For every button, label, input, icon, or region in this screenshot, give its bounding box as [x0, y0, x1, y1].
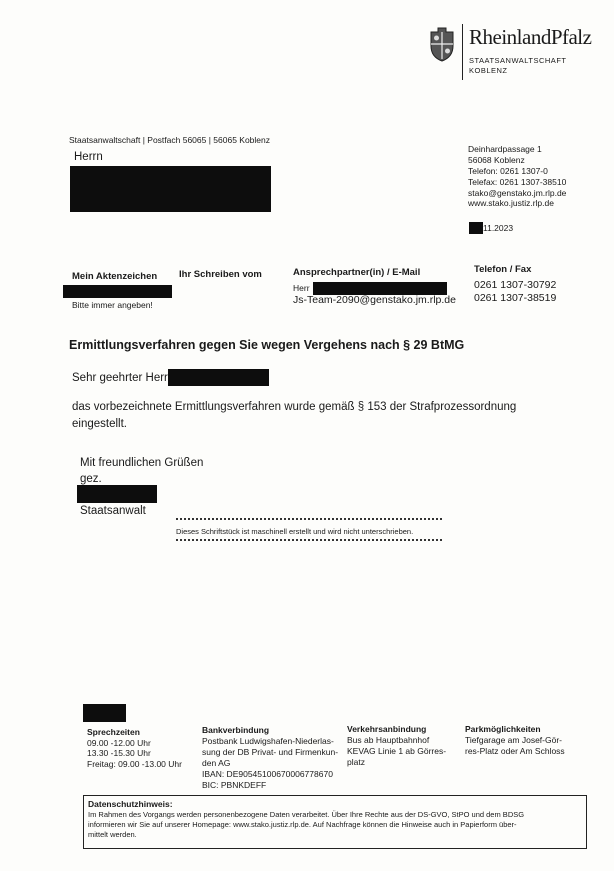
parking-line-2: res-Platz oder Am Schloss — [465, 746, 565, 756]
logo-divider — [462, 24, 463, 80]
ref-phone-label: Telefon / Fax — [474, 264, 532, 275]
recipient-salutation: Herrn — [74, 151, 103, 163]
state-logo-text: RheinlandPfalz — [469, 25, 592, 49]
office-hours-line-1: 09.00 -12.00 Uhr — [87, 738, 151, 748]
privacy-line-2: informieren wir Sie auf unserer Homepage: www.stako.justiz.rlp.de. Auf Nachfrage können die Hinweise auch in Papierform über- — [88, 820, 517, 829]
contact-phone: Telefon: 0261 1307-0 — [468, 166, 548, 176]
dotted-line-bottom — [176, 539, 442, 541]
greeting-name-redacted — [168, 369, 269, 386]
office-hours-title: Sprechzeiten — [87, 727, 140, 737]
privacy-title: Datenschutzhinweis: — [88, 799, 173, 809]
authority-name: STAATSANWALTSCHAFT — [469, 56, 567, 65]
closing-phrase: Mit freundlichen Grüßen — [80, 457, 204, 469]
signatory-name-redacted — [77, 485, 157, 503]
ref-contact-name-prefix: Herr — [293, 283, 310, 293]
coat-of-arms-icon — [428, 26, 456, 62]
ref-case-note: Bitte immer angeben! — [72, 300, 153, 310]
sender-line: Staatsanwaltschaft | Postfach 56065 | 56065 Koblenz — [69, 135, 270, 145]
contact-email: stako@genstako.jm.rlp.de — [468, 188, 567, 198]
ref-case-number-label: Mein Aktenzeichen — [72, 271, 158, 282]
bank-iban: IBAN: DE90545100670006778670 — [202, 769, 333, 779]
contact-city: 56068 Koblenz — [468, 155, 525, 165]
contact-fax: Telefax: 0261 1307-38510 — [468, 177, 567, 187]
authority-location: KOBLENZ — [469, 66, 508, 75]
ref-phone: 0261 1307-30792 — [474, 279, 557, 291]
office-hours-line-2: 13.30 -15.30 Uhr — [87, 748, 151, 758]
transit-line-1: Bus ab Hauptbahnhof — [347, 735, 430, 745]
bank-bic: BIC: PBNKDEFF — [202, 780, 267, 790]
parking-title: Parkmöglichkeiten — [465, 724, 541, 734]
ref-contact-email: Js-Team-2090@genstako.jm.rlp.de — [293, 294, 456, 306]
privacy-notice-box — [83, 795, 587, 849]
case-number-redacted — [63, 285, 172, 298]
signatory-title: Staatsanwalt — [80, 505, 146, 517]
letter-greeting: Sehr geehrter Herr — [72, 372, 168, 384]
bank-line-3: den AG — [202, 758, 231, 768]
ref-your-letter-label: Ihr Schreiben vom — [179, 269, 262, 280]
transit-line-2: KEVAG Linie 1 ab Görres- — [347, 746, 447, 756]
signed-marker: gez. — [80, 473, 102, 485]
transit-line-3: platz — [347, 757, 365, 767]
contact-street: Deinhardpassage 1 — [468, 144, 542, 154]
parking-line-1: Tiefgarage am Josef-Gör- — [465, 735, 562, 745]
bank-line-1: Postbank Ludwigshafen-Niederlas- — [202, 736, 334, 746]
transit-title: Verkehrsanbindung — [347, 724, 427, 734]
recipient-address-redacted — [70, 166, 271, 212]
contact-web: www.stako.justiz.rlp.de — [468, 198, 554, 208]
office-hours-line-3: Freitag: 09.00 -13.00 Uhr — [87, 759, 182, 769]
ref-fax: 0261 1307-38519 — [474, 292, 557, 304]
machine-generated-note: Dieses Schriftstück ist maschinell erstellt und wird nicht unterschrieben. — [176, 527, 414, 536]
privacy-line-1: Im Rahmen des Vorgangs werden personenbezogene Daten verarbeitet. Über Ihre Rechte aus der DS-GVO, StPO und dem BDSG — [88, 810, 525, 819]
letter-subject: Ermittlungsverfahren gegen Sie wegen Vergehens nach § 29 BtMG — [69, 338, 465, 352]
footer-redacted-block — [83, 704, 126, 722]
bank-title: Bankverbindung — [202, 725, 270, 735]
privacy-line-3: mittelt werden. — [88, 830, 137, 839]
dotted-line-top — [176, 518, 442, 520]
body-line-1: das vorbezeichnete Ermittlungsverfahren wurde gemäß § 153 der Strafprozessordnung — [72, 401, 517, 413]
date-day-redacted — [469, 222, 483, 234]
body-line-2: eingestellt. — [72, 418, 127, 430]
bank-line-2: sung der DB Privat- und Firmenkun- — [202, 747, 339, 757]
ref-contact-label: Ansprechpartner(in) / E-Mail — [293, 267, 421, 278]
letter-date: 11.2023 — [483, 223, 514, 233]
